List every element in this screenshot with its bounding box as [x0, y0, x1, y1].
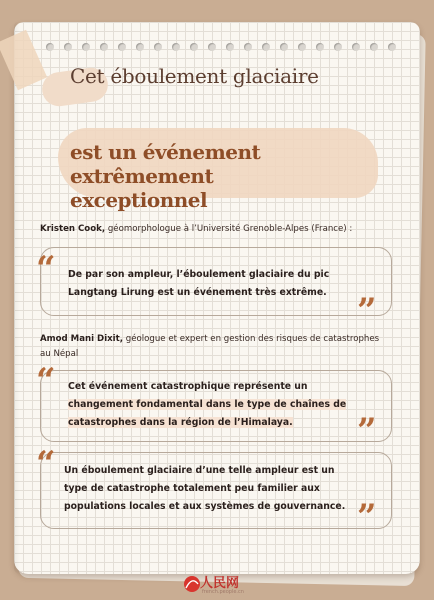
binding-hole	[388, 43, 396, 51]
page-title: Cet éboulement glaciaire	[70, 64, 319, 88]
close-quote-icon: ”	[357, 411, 374, 451]
quote-text	[64, 462, 345, 516]
speaker-role: géomorphologue à l’Université Grenoble-Alpes (France) :	[105, 224, 353, 234]
quote-line-highlighted: catastrophes dans la région de l’Himalaya.	[68, 417, 293, 428]
quote-text	[68, 378, 346, 432]
binding-hole	[280, 43, 288, 51]
binding-hole	[136, 43, 144, 51]
speaker-attribution	[40, 332, 390, 362]
open-quote-icon: “	[36, 249, 53, 289]
speaker-role: géologue et expert en gestion des risques de catastrophes au Népal	[40, 334, 380, 359]
quote-line: Langtang Lirung est un événement très extrême.	[68, 287, 327, 298]
binding-hole	[370, 43, 378, 51]
spiral-binding	[46, 43, 396, 53]
open-quote-icon: “	[36, 444, 53, 484]
open-quote-icon: “	[36, 361, 53, 401]
speaker-attribution	[40, 222, 390, 237]
quote-line: type de catastrophe totalement peu familier aux	[64, 483, 320, 494]
binding-hole	[298, 43, 306, 51]
binding-hole	[316, 43, 324, 51]
binding-hole	[226, 43, 234, 51]
logo-subtext: french.people.cn	[202, 589, 244, 595]
paper-edge	[14, 22, 20, 574]
binding-hole	[262, 43, 270, 51]
binding-hole	[46, 43, 54, 51]
binding-hole	[208, 43, 216, 51]
subtitle-line: est un événement extrêmement	[70, 140, 261, 188]
quote-text	[68, 266, 329, 302]
binding-hole	[334, 43, 342, 51]
page-subtitle	[70, 140, 390, 212]
quote-line-highlighted: changement fondamental dans le type de chaînes de	[68, 399, 347, 410]
quote-line: Cet événement catastrophique représente un	[68, 381, 308, 392]
binding-hole	[118, 43, 126, 51]
binding-hole	[100, 43, 108, 51]
binding-hole	[154, 43, 162, 51]
binding-hole	[172, 43, 180, 51]
binding-hole	[64, 43, 72, 51]
quote-line: populations locales et aux systèmes de gouvernance.	[64, 501, 346, 512]
binding-hole	[244, 43, 252, 51]
quote-line: De par son ampleur, l’éboulement glaciaire du pic	[68, 269, 330, 280]
subtitle-line: exceptionnel	[70, 188, 208, 212]
binding-hole	[190, 43, 198, 51]
logo-text: 人民网	[200, 576, 240, 591]
close-quote-icon: ”	[357, 497, 374, 537]
close-quote-icon: ”	[357, 291, 374, 331]
binding-hole	[352, 43, 360, 51]
speaker-name: Amod Mani Dixit,	[40, 334, 124, 344]
speaker-name: Kristen Cook,	[40, 224, 106, 234]
quote-line: Un éboulement glaciaire d’une telle ampleur est un	[64, 465, 335, 476]
binding-hole	[82, 43, 90, 51]
